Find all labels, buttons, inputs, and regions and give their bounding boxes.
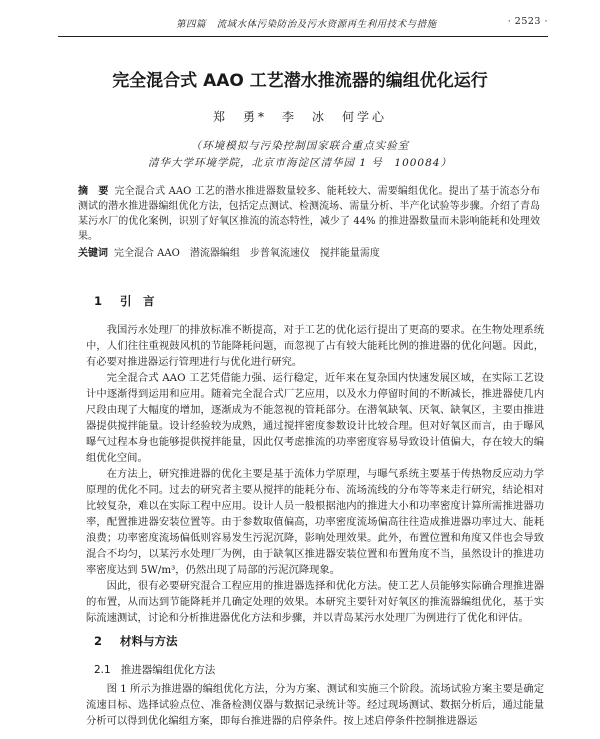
subsection-heading (94, 662, 215, 677)
methods-body (86, 681, 544, 729)
section-heading-introduction (94, 293, 155, 309)
article-title: 完全混合式 AAO 工艺潜水推流器的编组优化运行 (112, 71, 488, 91)
paragraph: 因此，很有必要研究混合工程应用的推进器选择和优化方法。使工艺人员能够实际确合理推进器的布置，从而达到节能降耗并几确定处理的效果。本研究主要针对好氧区的推流器编组优化，基于实际流速测试，讨论和分析推进器优化方法和步骤，并以青岛某污水处理厂为例进行了优化和评估。 (86, 580, 544, 624)
subsection-title: 推进器编组优化方法 (120, 664, 216, 676)
introduction-body (86, 322, 544, 626)
header-rule (58, 36, 548, 37)
abstract-label: 摘 要 (78, 186, 109, 197)
chapter-label: 第四篇 (176, 19, 207, 30)
affiliation-line-1: （环境模拟与污染控制国家联合重点实验室 (190, 140, 410, 152)
running-head-title (176, 16, 437, 30)
section-number: 2 (94, 634, 103, 648)
section-title: 材料与方法 (120, 634, 178, 648)
section-heading-methods (94, 633, 178, 649)
section-title: 引 言 (120, 294, 155, 308)
authors: 郑 勇* 李 冰 何学心 (212, 110, 387, 124)
affiliation-line-2: 清华大学环境学院，北京市海淀区清华园 1 号 100084） (148, 157, 452, 169)
section-number: 1 (94, 294, 103, 308)
abstract (78, 184, 540, 244)
paragraph: 完全混合式 AAO 工艺凭借能力强、运行稳定，近年来在复杂国内快速发展区域，在实际工艺设计中逐渐得到运用和应用。随着完全混合式厂艺应用，以及水力停留时间的不断减长，推进器使几内尺段由现了大幅度的增加，逐渐成为不能忽视的管耗部分。在潜氧缺氧、厌氧、缺氧区，主要由推进器提供搅拌能量。设计经验较为成熟，通过搅拌密度参数设计比较合理。但对好氧区而言，由于曝风曝气过程本身也能够提供搅拌能量，因此仅考虑推流的功率密度容易导致设计值偏大，存在较大的编组优化空间。 (86, 372, 544, 464)
keywords (78, 246, 540, 261)
keywords-label: 关键词 (78, 248, 108, 259)
abstract-text: 完全混合式 AAO 工艺的潜水推进器数量较多、能耗较大、需要编组优化。提出了基于流态分布测试的潜水推进器编组优化方法，包括定点测试、检测流场、需量分析、半产化试验等步骤。介绍了青岛某污水厂的优化案例，识别了好氧区推流的流态特性，减少了 44% 的推进器数量而未影响能耗和处理效果。 (78, 186, 541, 242)
paragraph: 在方法上，研究推进器的优化主要是基于流体力学原理，与曝气系统主要基于传热物反应动力学原理的优化不同。过去的研究者主要从搅拌的能耗分布、流场流线的分布等等来走行研究，结论相对比较复杂，难以在实际工程中应用。设计人员一般根据池内的推进大小和功率密度计算所需推进器功率，配置推进器安装位置等。由于参数取值偏高，功率密度流场偏高往往造成推进器功率过大、能耗浪费；功率密度流场偏低则容易发生污泥沉降，影响处理效果。此外，布置位置和角度又伴也会导致混合不均匀，以某污水处理厂为例，由于缺氧区推进器安装位置和布置角度不当，虽然设计的推进功率密度达到 5W/m³，仍然出现了局部的污泥沉降现象。 (86, 468, 544, 576)
page-number: · 2523 · (507, 16, 548, 27)
running-title: 流域水体污染防治及污水资源再生利用技术与措施 (216, 19, 437, 30)
running-head (58, 14, 548, 32)
subsection-number: 2.1 (94, 664, 111, 676)
paragraph: 我国污水处理厂的排放标准不断提高，对于工艺的优化运行提出了更高的要求。在生物处理系统中，人们往往重视鼓风机的节能降耗问题，而忽视了占有较大能耗比例的推进器的优化问题。因此，有必要对推进器运行管理进行与优化进行研究。 (86, 324, 544, 368)
paragraph: 图 1 所示为推进器的编组优化方法，分为方案、测试和实施三个阶段。流场试验方案主要是确定流速目标、选择试验点位、准备检测仪器与数据记录统计等。经过现场测试、数据分析后，通过能量分析可以得到优化编组方案，即每台推进器的启停条件。按上述启停条件控制推进器运 (86, 683, 544, 727)
keywords-text: 完全混合 AAO 潜流器编组 步普氧流速仪 搅拌能量需度 (114, 248, 380, 259)
